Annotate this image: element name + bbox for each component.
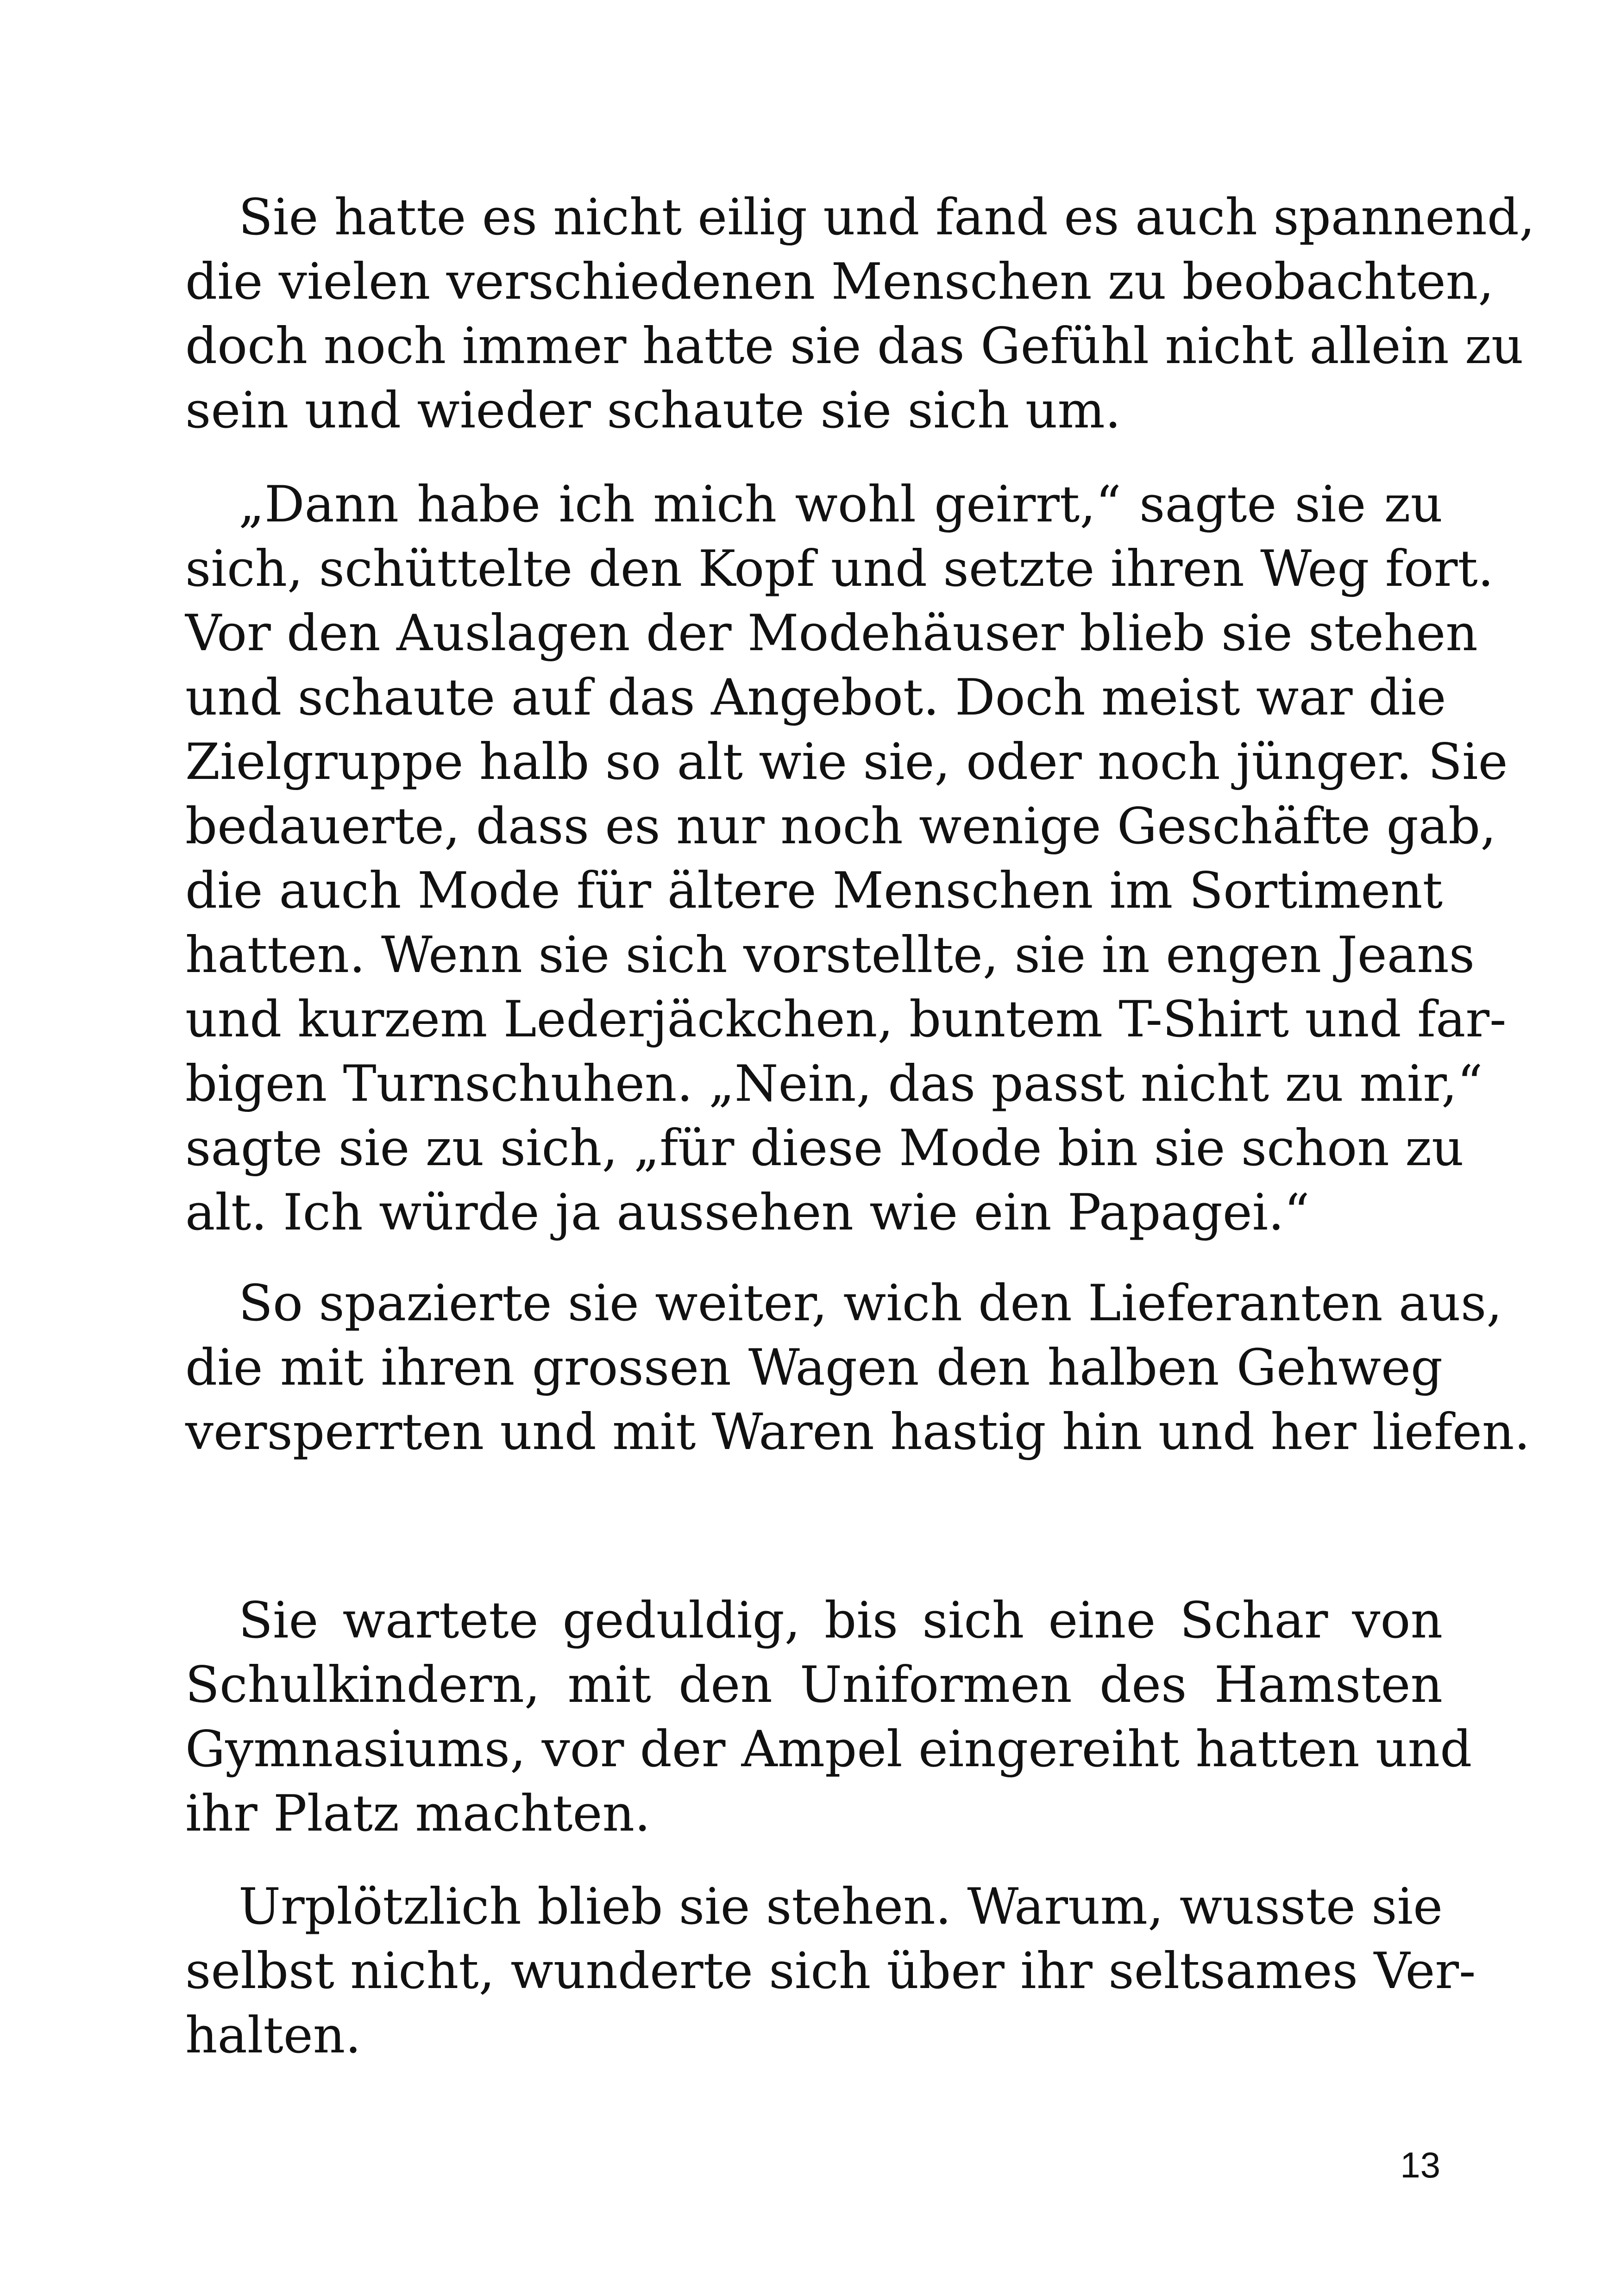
- text-line: sein und wieder schaute sie sich um.: [185, 382, 1121, 439]
- text-line: sich, schüttelte den Kopf und setzte ihren Weg fort.: [185, 540, 1494, 598]
- text-line: Schulkindern, mit den Uniformen des Hamsten: [185, 1656, 1443, 1714]
- text-line: Urplötzlich blieb sie stehen. Warum, wusste sie: [239, 1878, 1443, 1936]
- paragraph: [185, 472, 1508, 1245]
- text-line: Vor den Auslagen der Modehäuser blieb sie stehen: [185, 604, 1478, 662]
- text-line: Gymnasiums, vor der Ampel eingereiht hatten und: [185, 1720, 1472, 1778]
- text-line: hatten. Wenn sie sich vorstellte, sie in engen Jeans: [185, 926, 1475, 984]
- text-line: die auch Mode für ältere Menschen im Sortiment: [185, 862, 1443, 920]
- paragraph: [185, 1271, 1530, 1464]
- text-line: „Dann habe ich mich wohl geirrt,“ sagte sie zu: [239, 476, 1443, 533]
- text-line: und kurzem Lederjäckchen, buntem T-Shirt und far-: [185, 991, 1507, 1048]
- text-line: sagte sie zu sich, „für diese Mode bin sie schon zu: [185, 1119, 1464, 1177]
- text-line: bigen Turnschuhen. „Nein, das passt nicht zu mir,“: [185, 1055, 1483, 1113]
- text-line: die mit ihren grossen Wagen den halben Gehweg: [185, 1339, 1443, 1397]
- paragraph: [185, 1588, 1472, 1846]
- paragraph: [185, 185, 1535, 443]
- text-line: versperrten und mit Waren hastig hin und her liefen.: [185, 1403, 1530, 1461]
- paragraph: [185, 1875, 1476, 2068]
- text-line: die vielen verschiedenen Menschen zu beobachten,: [185, 253, 1494, 311]
- text-line: ihr Platz machten.: [185, 1785, 651, 1843]
- text-line: alt. Ich würde ja aussehen wie ein Papagei.“: [185, 1184, 1310, 1242]
- text-line: selbst nicht, wunderte sich über ihr seltsames Ver-: [185, 1942, 1476, 2000]
- text-line: und schaute auf das Angebot. Doch meist war die: [185, 669, 1446, 727]
- text-line: Zielgruppe halb so alt wie sie, oder noch jünger. Sie: [185, 733, 1508, 791]
- text-line: Sie wartete geduldig, bis sich eine Schar von: [239, 1592, 1443, 1650]
- text-line: halten.: [185, 2007, 361, 2064]
- text-line: bedauerte, dass es nur noch wenige Geschäfte gab,: [185, 797, 1496, 855]
- text-line: So spazierte sie weiter, wich den Lieferanten aus,: [239, 1274, 1502, 1332]
- page-number: 13: [1400, 2145, 1440, 2185]
- text-line: Sie hatte es nicht eilig und fand es auch spannend,: [239, 188, 1535, 246]
- text-line: doch noch immer hatte sie das Gefühl nicht allein zu: [185, 317, 1524, 375]
